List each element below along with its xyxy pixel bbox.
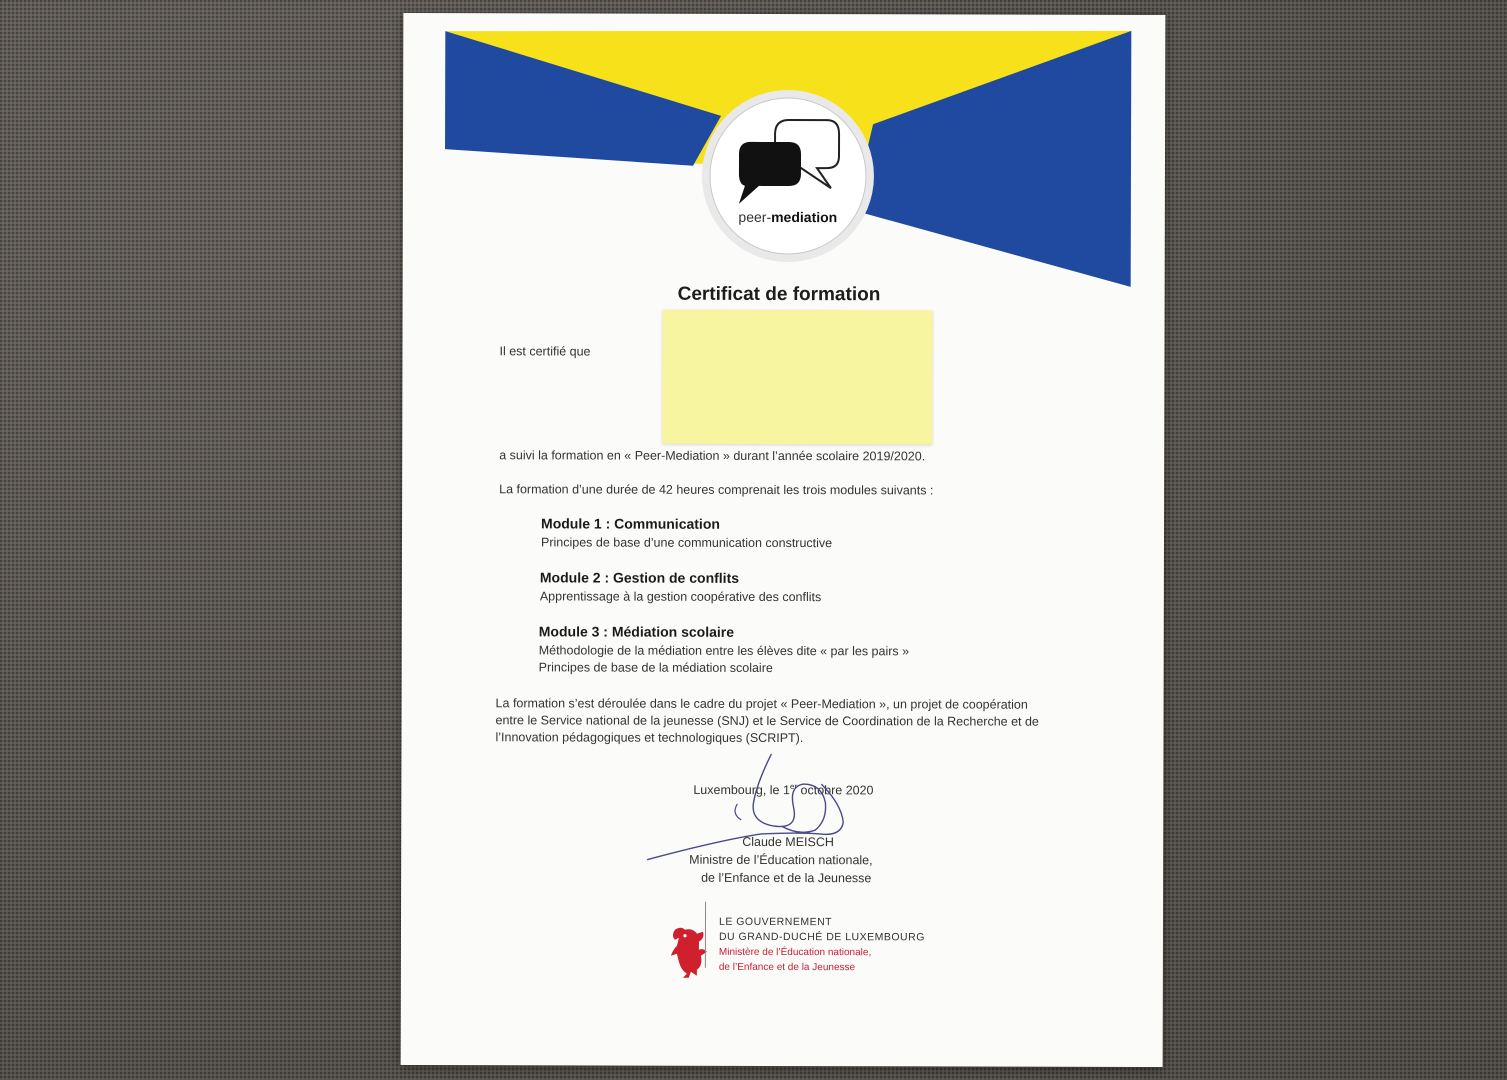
certificate-page	[401, 13, 1166, 1067]
signatory-title-2: de l’Enfance et de la Jeunesse	[701, 870, 872, 886]
module-3-title: Module 3 : Médiation scolaire	[538, 623, 735, 640]
gov-divider	[705, 902, 706, 968]
cadre-line-2: entre le Service national de la jeunesse (SNJ) et le Service de Coordination de la Recherche et de	[495, 713, 1039, 729]
module-3-line-1: Méthodologie de la médiation entre les élèves dite « par les pairs »	[538, 643, 910, 659]
gov-line-2: DU GRAND-DUCHÉ DE LUXEMBOURG	[718, 930, 925, 944]
gov-line-4: de l’Enfance et de la Jeunesse	[718, 961, 856, 974]
module-2-line: Apprentissage à la gestion coopérative des conflits	[539, 589, 822, 605]
module-1-title: Module 1 : Communication	[541, 515, 720, 532]
module-2-title: Module 2 : Gestion de conflits	[539, 569, 740, 586]
suivi-line: a suivi la formation en « Peer-Mediation » durant l’année scolaire 2019/2020.	[499, 448, 926, 464]
certifie-label: Il est certifié que	[499, 344, 591, 359]
logo-text: peer-mediation	[738, 208, 838, 226]
module-1-line: Principes de base d’une communication constructive	[540, 535, 833, 551]
gov-line-3: Ministère de l’Éducation nationale,	[718, 946, 872, 959]
duree-line: La formation d’une durée de 42 heures comprenait les trois modules suivants :	[499, 482, 934, 498]
red-lion-icon	[401, 13, 1166, 1067]
gov-line-1: LE GOUVERNEMENT	[718, 915, 833, 929]
certificate-title: Certificat de formation	[677, 283, 881, 306]
module-3-line-2: Principes de base de la médiation scolaire	[538, 660, 773, 675]
cadre-line-1: La formation s’est déroulée dans le cadre du projet « Peer-Mediation », un projet de coopération	[495, 696, 1028, 712]
signatory-title-1: Ministre de l’Éducation nationale,	[689, 852, 873, 868]
signatory-name: Claude MEISCH	[742, 834, 834, 850]
date-line: Luxembourg, le 1er octobre 2020	[693, 782, 874, 798]
cadre-line-3: l’Innovation pédagogiques et technologiques (SCRIPT).	[495, 730, 804, 746]
